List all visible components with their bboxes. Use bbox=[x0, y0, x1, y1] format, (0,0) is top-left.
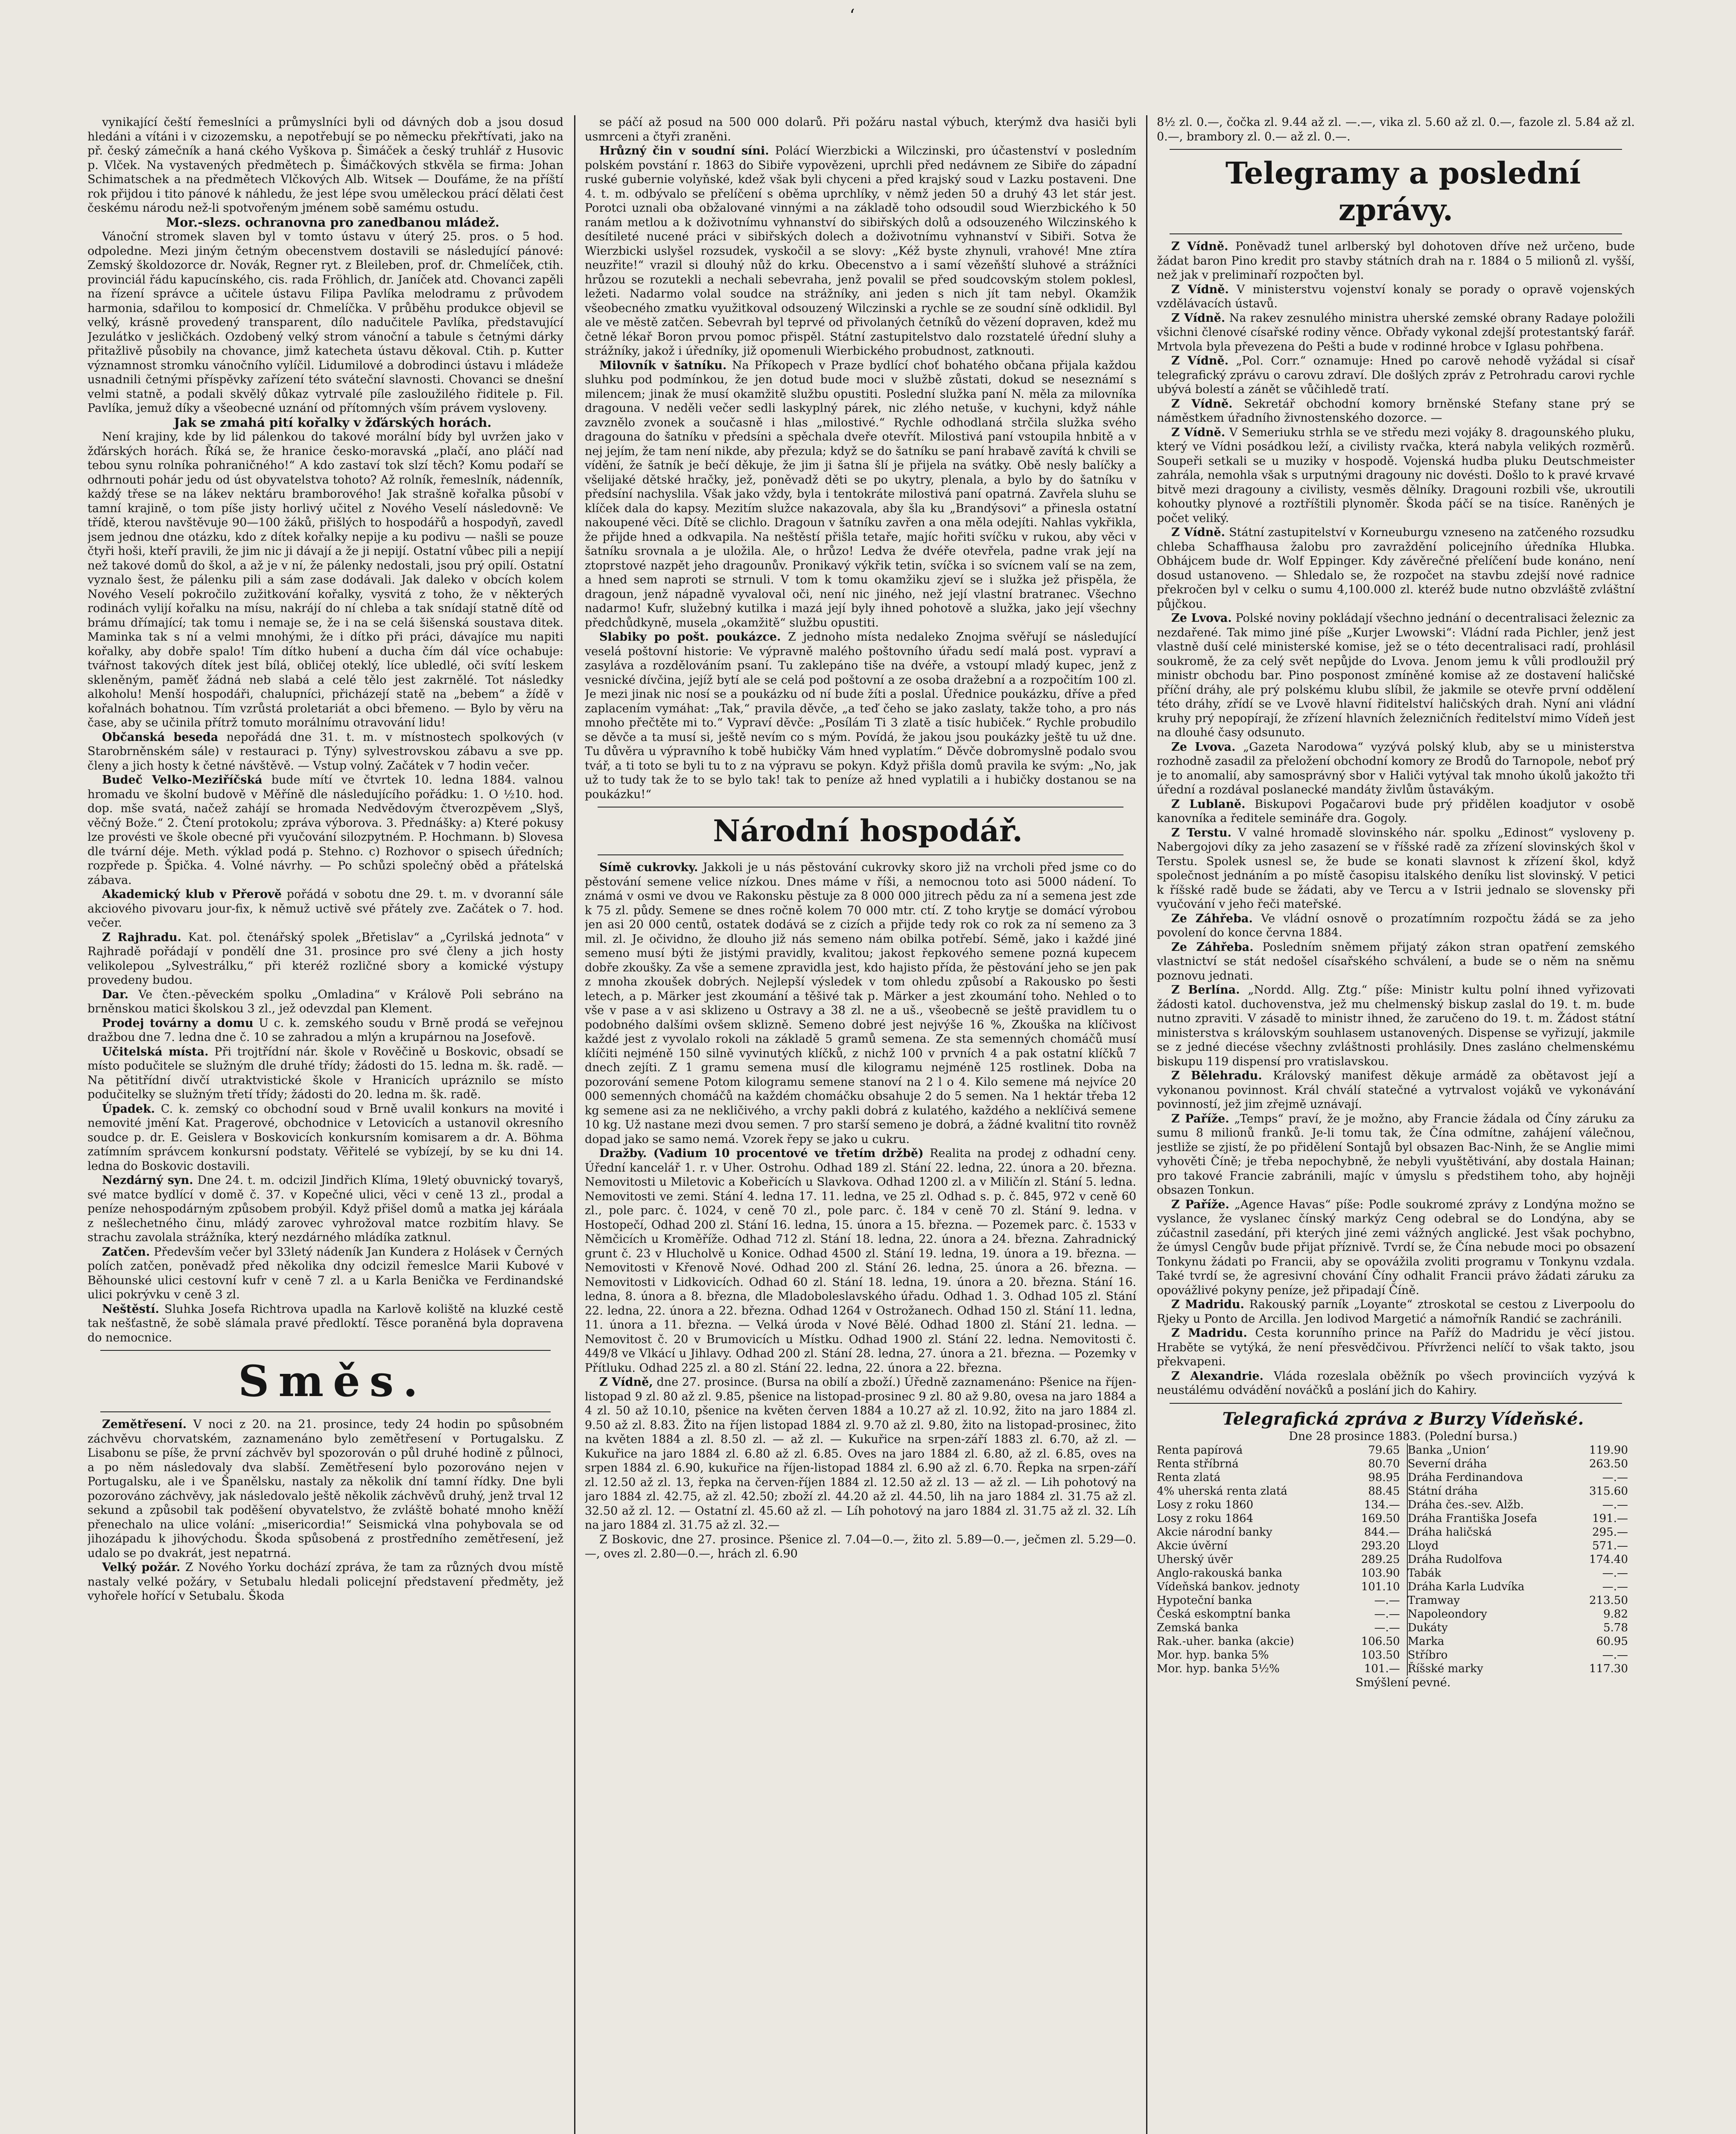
econ-item-body: dne 27. prosince. (Bursa na obilí a zboží.) Úředně zaznamenáno: Pšenice na říjen-listopad 9 zl. 80 až zl. 9.85, pšenice na listopad-prosinec 9 zl. 80 až 9.80, ovesa na jaro 1884 a 4 zl. 50 až 10.10, pšenice na květen červen 1884 a 10.27 až zl. 10.92, žito na jaro 1884 zl. 9.50 až zl. 8.83. Žito na říjen listopad 1884 zl. 9.70 až zl. 9.80, žito na listopad-prosinec, žito na květen 1884 a zl. 8.50 zl. — až zl. — Kukuřice na srpen-září 1883 zl. 6.70, až zl. — Kukuřice na jaro 1884 zl. 6.80 až zl. 6.85. Oves na jaro 1884 zl. 6.80, až zl. 6.85, oves na srpen 1884 zl. 6.90, kukuřice na říjen-listopad 1884 zl. 6.90 až zl. 6.70. Řepka na srpen-září zl. 12.50 až zl. 13, řepka na červen-říjen 1884 zl. 12.50 až zl. 13 — až zl. — Lih pohotový na jaro 1884 zl. 42.75, až zl. 42.50; zboží zl. 44.20 až zl. 44.50, lih na jaro 1884 zl. 31.75 až zl. 32.50 až zl. 12. — Ostatní zl. 45.60 až zl. — Líh pohotový na jaro 1884 zl. 31.75 až zl. 32. Líh na jaro 1884 zl. 31.75 až zl. 32.— bbox=[585, 1376, 1136, 1532]
notice-body: bude mítí ve čtvrtek 10. ledna 1884. valnou hromadu ve školní budově v Měříně dle následujícího pořádku: 1. O ½10. hod. dop. mše svatá, načež zahájí se hromada Nedvědovým čtverozpěvem „Slyš, věčný Bože.“ 2. Čtení protokolu; zpráva výborova. 3. Přednášky: a) Které pokusy lze provésti ve škole obecné při vyučování silozpytném. P. Hochmann. b) Slovesa dle tvární déje. Meth. výklad podá p. Stehno. c) Rozhovor o spisech úředních; rozpřede p. Špička. 4. Volné návrhy. — Po schůzi společný oběd a přátelská zábava. bbox=[88, 773, 563, 887]
bourse-name: Dráha Ferdinandova bbox=[1407, 1471, 1523, 1484]
bourse-value: 9.82 bbox=[1603, 1608, 1628, 1621]
notice-item bbox=[88, 887, 563, 930]
notice-title: Zatčen. bbox=[102, 1245, 150, 1259]
bourse-value: —.— bbox=[1342, 1621, 1407, 1635]
bourse-row bbox=[1157, 1539, 1635, 1553]
telegram-body: Rakouský parník „Loyante“ ztroskotal se cestou z Liverpoolu do Rjeky u Ponto de Arcilla. Jen lodivod Margetić a námořník Randić se zachránili. bbox=[1157, 1298, 1635, 1326]
bourse-name: Rak.-uher. banka (akcie) bbox=[1157, 1635, 1294, 1648]
section-body: Vánoční stromek slaven byl v tomto ústavu v úterý 25. pros. o 5 hod. odpoledne. Mezi jiným četným obecenstvem dostavili se následující pánové: Zemský školdozorce dr. Novák, Regner ryt. z Bleileben, prof. dr. Chmelíček, ctih. provinciál řádu kapucínského, cis. rada Fröhlich, dr. Janíček atd. Chovanci zapěli na řízení správce a učitele ústavu Filipa Pavlíka melodramu z průvodem harmonia, sdařilou to komposicí dr. Chmelíčka. V průběhu produkce objevil se velký, krásně provedený transparent, dílo nadučitele Pavlíka, představující Jezulátko v jesličkách. Ozdobený velký strom vánoční a tabule s četnými dárky přitažlivě působily na chovance, jimž katecheta ústavu děkoval. Ctih. p. Kutter významnost stromku vánočního vylíčil. Lidumilové a dobrodinci ústavu i mládeže usnadnili četnými příspěvky zařízení této sváteční slavnosti. Chovanci se dnešní velmi statně, a podali skvělý důkaz vytrvalé píle zasloužilého řiditele p. Fil. Pavlíka, jemuž díky a všeobecné uznání od přítomných vším právem vysloveny. bbox=[88, 230, 563, 415]
bourse-value: —.— bbox=[1602, 1649, 1628, 1662]
telegram-item bbox=[1157, 1112, 1635, 1198]
news-item-body: Na Příkopech v Praze bydlící choť bohatého občana přijala každou sluhku pod podmínkou, že jen dotud bude moci v službě zůstati, dokud se neseznámí s milencem; jinak že musí okamžitě službu opustiti. Poslední služka paní N. měla za milovníka dragouna. V neděli večer sedli laskyplný párek, nic zlého netuše, v kuchyni, když náhle zavznělo zvonek a současně i hlas „milostivé.“ Rychle odhodlaná strčila služka svého dragouna do šatníku v předsíni a spěchala dveře otevřít. Milostivá paní vstoupila hnbitě a v nej jejím, že tam není nikde, aby přezula; když se do šatníku se paní hrabavě zavítá k chvili se vídění, že šatník je bečí děkuje, že jim ji šatna šlí je přijela na svátky. Obě nesly balíčky a všelijaké dětské hračky, jež, poněvadž děti se po ukytry, plenala, a bylo by do šatníku v předsíní nachyslila. Však jako vždy, byla i tentokráte milostivá paní opatrná. Zavřela sluhu se klíček dala do kapsy. Mezitím služce nakazovala, aby šla ku „Brandýsovi“ a přinesla ostatní nakoupené věci. Dítě se clichlo. Dragoun v šatníku zavřen a ona měla odejíti. Nahlas vykřikla, že přijde hned a odkvapila. Na neštěstí přišla tetaře, majíc hořiti svíčku v rukou, aby věci v šatníku srovnala a je uložila. Ale, o hrůzo! Ledva že dvéře otevřela, padne vrak její na ztoprstové nazpět jeho dragounův. Pronikavý výkřik tetin, svíčka i so svícnem valí se na zem, a hned sem naproti se strnuli. V tom k tomu okamžiku zjeví se i služka jež přispěla, že dragoun, jenž nápadně vyvaloval oči, není nic jiného, než její vlastní bratranec. Všechno nadarmo! Kufr, služebný kutilka i mazá její byly ihned pohotově a služka, jako její všechny předchůdkyně, musela „okamžitě“ službu opustiti. bbox=[585, 359, 1136, 630]
telegram-body: Státní zastupitelství v Korneuburgu vzneseno na zatčeného rozsudku chleba Schaffhausa žalobu pro zavraždění policejního úředníka Hlubka. Obhájcem bude dr. Wolf Eppinger. Kdy závěrečné přelíčení bude konáno, není dosud ustanoveno. — Shledalo se, že rozpočet na stavbu zdejší nové radnice překročen byl v celku o sumu 4,100.000 zl. kteréž bude nutno obzvláště zvláštní půjčkou. bbox=[1157, 526, 1635, 611]
bourse-value: 134.— bbox=[1342, 1498, 1407, 1512]
bourse-row bbox=[1157, 1621, 1635, 1635]
bourse-value: 571.— bbox=[1592, 1539, 1628, 1552]
telegram-body: Polské noviny pokládají všechno jednání o decentralisaci železnic za nezdařené. Tak mimo jiné píše „Kurjer Lwowski“: Vládní rada Pichler, jenž jest vlastně duší celé ministerské komise, jež se o této decentralisaci radí, prohlásil soukromě, že za celý svět nepůjde do Lvova. Jenom jemu k vůli prodloužil prý ministr obchodu bar. Pino posponost zmíněné komise až ze dostavení haličské příční dráhy, ale prý polskému klubu slíbil, že jakmile se otevře první oddělení této dráhy, zřídí se ve Lvově hlavní řiditelství haličských drah. Nyní ani vládní kruhy prý nepopírají, že zřízení hlavních železničních ředitelství mimo Vídeň jest na dlouhé časy odsunuto. bbox=[1157, 612, 1635, 739]
bourse-value: 101.— bbox=[1342, 1662, 1407, 1676]
telegram-body: V valné hromadě slovinského nár. spolku „Edinost“ vysloveny p. Nabergojovi díky za jeho zasazení se v říšské radě za zřízení slovinských škol v Terstu. Spolek usnesl se, že bude se konati slavnost k zřízení škol, když společnost jednáním a po místě časopisu italského deníku list slovinský. V petici k říšské radě bude se žádati, aby ve Tercu a v Istrii jednalo se slovensky při vyučování v jeho řeči mateřské. bbox=[1157, 826, 1635, 911]
bourse-row bbox=[1157, 1443, 1635, 1457]
notice-item bbox=[88, 930, 563, 988]
telegram-item bbox=[1157, 826, 1635, 912]
telegram-item bbox=[1157, 283, 1635, 311]
notice-item bbox=[88, 773, 563, 887]
telegram-origin: Z Madridu. bbox=[1171, 1326, 1247, 1340]
econ-item: Z Boskovic, dne 27. prosince. Pšenice zl. 7.04—0.—, žito zl. 5.89—0.—, ječmen zl. 5.29—0.—, oves zl. 2.80—0.—, hrách zl. 6.90 bbox=[585, 1533, 1136, 1560]
bourse-name: Dráha haličská bbox=[1407, 1526, 1492, 1539]
smes-item-body: Z Nového Yorku dochází zpráva, že tam za různých dvou místě nastaly velké požáry, v Setubalu hledali policejní představení předměty, jež vyhořele hořící v Setubalu. Škoda bbox=[88, 1561, 563, 1603]
bourse-name: Dráha čes.-sev. Alžb. bbox=[1407, 1498, 1524, 1511]
col1-intro: vynikající čeští řemeslníci a průmyslníci byli od dávných dob a jsou dosud hledáni a vítáni i v cizozemsku, a nepotřebují se po německu překřtívati, jako na př. český zámečník a haná ckého Vyškova p. Šimáček a český truhlář z Husovic p. Vlček. Na vystavených předmětech p. Šimáčkových stkvěla se firma: Johan Schimatschek a na předmětech Vlčkových Alb. Witsek — Doufáme, že na příští rok přijdou i tito pánové k náhledu, že jest lépe svou uměleckou prácí dělati čest českému národu než-li spotvořeným jménem sobě samému ostudu. bbox=[88, 116, 563, 215]
bourse-name: Renta zlatá bbox=[1157, 1471, 1221, 1484]
notice-title: Prodej továrny a domu bbox=[102, 1016, 254, 1030]
bourse-name: Uherský úvěr bbox=[1157, 1553, 1233, 1566]
notice-item bbox=[88, 1245, 563, 1302]
divider bbox=[1170, 233, 1622, 234]
telegram-item bbox=[1157, 397, 1635, 426]
bourse-table bbox=[1157, 1443, 1635, 1676]
smes-item bbox=[88, 1417, 563, 1560]
bourse-date: Dne 28 prosince 1883. (Polední bursa.) bbox=[1289, 1429, 1517, 1443]
bourse-name: Napoleondory bbox=[1407, 1608, 1487, 1621]
bourse-row bbox=[1157, 1553, 1635, 1566]
bourse-name: Zemská banka bbox=[1157, 1621, 1239, 1634]
notice-title: Akademický klub v Přerově bbox=[102, 888, 282, 901]
telegram-body: „Temps“ praví, že je možno, aby Francie žádala od Číny záruku za sumu 8 milionů franků. Je-li tomu tak, že Čína odmítne, zahájení válečnou, jestliže se zjistí, že po přidělení Sontajů byl obsazen Bac-Ninh, že se Anglie mimi vyhověti Číně; je třeba nepochybně, že nebyli vyuštětivání, aby dostala Hainan; pro takové Francie zabránili, majíc v úmyslu s předstihem toho, aby hojněji obsazen Tonkun. bbox=[1157, 1112, 1635, 1197]
bourse-row bbox=[1157, 1498, 1635, 1512]
news-item bbox=[585, 144, 1136, 359]
notice-item bbox=[88, 988, 563, 1016]
notice-item bbox=[88, 1302, 563, 1345]
bourse-name: Anglo-rakouská banka bbox=[1157, 1567, 1283, 1580]
telegram-item bbox=[1157, 912, 1635, 940]
divider bbox=[100, 1411, 551, 1412]
bourse-value: 117.30 bbox=[1589, 1662, 1628, 1675]
telegram-origin: Ze Lvova. bbox=[1171, 740, 1236, 754]
telegram-item bbox=[1157, 1198, 1635, 1298]
bourse-value: —.— bbox=[1602, 1498, 1628, 1511]
notice-body: Při trojtřídní nár. škole v Rověčině u Boskovic, obsadí se místo podučitele se služným dle druhé třídy; žádosti do 15. ledna m. šk. radě. — Na pětitřídní divčí utraktvistické škole v Hranicích upráznilo se místo podučitelky se služným třetí třídy; žádosti do 20. ledna m. šk. radě. bbox=[88, 1045, 563, 1101]
bourse-row bbox=[1157, 1648, 1635, 1662]
bourse-row bbox=[1157, 1471, 1635, 1484]
bourse-value: 103.50 bbox=[1342, 1648, 1407, 1662]
column-3 bbox=[1157, 115, 1635, 2134]
notice-body: C. k. zemský co obchodní soud v Brně uvalil konkurs na movité i nemovité jmění Kat. Pragerové, obchodnice v Letovicích a ustanovil okresního soudce p. dr. E. Geislera v Boskovicích konkursním komisarem a dr. A. Böhma zatímním správcem konkursní podstaty. Věřitelé se vybízejí, by se ku dni 14. ledna do Boskovic dostavili. bbox=[88, 1102, 563, 1173]
bourse-value: 101.10 bbox=[1342, 1580, 1407, 1594]
bourse-name: Mor. hyp. banka 5% bbox=[1157, 1649, 1269, 1662]
telegram-origin: Z Paříže. bbox=[1171, 1112, 1229, 1125]
bourse-value: —.— bbox=[1342, 1594, 1407, 1607]
bourse-row bbox=[1157, 1594, 1635, 1607]
telegram-item bbox=[1157, 797, 1635, 826]
notice-item bbox=[88, 730, 563, 773]
bourse-heading: Telegrafická zpráva z Burzy Vídeňské. bbox=[1222, 1408, 1584, 1429]
telegram-body: Posledním sněmem přijatý zákon stran opatření zemského vlastnictví se stát nedošel císařského schválení, a bude se o něm na sněmu poznovu jednati. bbox=[1157, 940, 1635, 982]
notice-body: Především večer byl 33letý nádeník Jan Kundera z Holásek v Černých polích zatčen, poněvadž před několika dny odcizil řemeslce Marii Kubové v Běhounské ulici cestovní kufr v ceně 7 zl. a u Karla Benička ve Ferdinandské ulici pokrývku v ceně 3 zl. bbox=[88, 1245, 563, 1301]
bourse-value: 98.95 bbox=[1342, 1471, 1407, 1484]
bourse-value: —.— bbox=[1342, 1607, 1407, 1621]
bourse-value: 60.95 bbox=[1596, 1635, 1628, 1648]
telegram-origin: Z Vídně. bbox=[1171, 526, 1225, 539]
telegram-origin: Z Lublaně. bbox=[1171, 797, 1246, 811]
bourse-value: 119.90 bbox=[1589, 1444, 1628, 1457]
smes-heading: Směs. bbox=[238, 1356, 427, 1406]
bourse-value: 79.65 bbox=[1342, 1443, 1407, 1457]
bourse-name: Tramway bbox=[1407, 1594, 1460, 1607]
notice-body: Ve čten.-pěveckém spolku „Omladina“ v Králově Poli sebráno na brněnskou matici školskou 3 zl., jež odevzdal pan Klement. bbox=[88, 988, 563, 1015]
column-2 bbox=[585, 115, 1136, 2134]
econ-item bbox=[585, 1375, 1136, 1533]
column-rule-1 bbox=[574, 115, 575, 2134]
bourse-name: Dráha Rudolfova bbox=[1407, 1553, 1503, 1566]
smes-item-body: V noci z 20. na 21. prosince, tedy 24 hodin po spůsobném záchvěvu chorvatském, zaznamenáno bylo zemětřesení v Portugalsku. Z Lisabonu se píše, že první záchvěv byl spozorován o půl druhé hodině z půlnoci, a po něm následovaly dva slabší. Zemětřesení bylo pozorováno nejen v Portugalsku, ale i ve Španělsku, nastaly za několik dní tamní řídky. Dne byli pozorováno záchvěvy, jak následovalo ještě několik záchvěvů druhý, jenž trval 12 sekund a způsobil tak poděšení obyvatelstvo, že zvláště bohaté mnoho kněží přenechalo na ulice volání: „misericordia!“ Seismická vlna pohybovala se od jihozápadu k jihovýchodu. Škoda spůsobená z prostředního zemětřesení, jež udalo se po dvakrát, jest nepatrná. bbox=[88, 1418, 563, 1560]
telegram-body: Poněvadž tunel arlberský byl dohotoven dříve než určeno, bude žádat baron Pino kredit pro stavby státních drah na r. 1884 o 5 milionů zl. vyšší, než jak v preliminaří rozpočten byl. bbox=[1157, 240, 1635, 282]
notice-item bbox=[88, 1102, 563, 1174]
bourse-value: —.— bbox=[1602, 1471, 1628, 1484]
telegram-origin: Ze Lvova. bbox=[1171, 612, 1232, 625]
bourse-value: 88.45 bbox=[1342, 1484, 1407, 1498]
smes-item bbox=[88, 1560, 563, 1603]
bourse-row bbox=[1157, 1525, 1635, 1539]
news-item-title: Hrůzný čin v soudní síni. bbox=[599, 144, 769, 157]
telegram-body: Sekretář obchodní komory brněnské Stefany stane prý se náměstkem úřadního živnostenského dozorce. — bbox=[1157, 397, 1635, 425]
bourse-row bbox=[1157, 1457, 1635, 1471]
page-mark: ʻ bbox=[849, 6, 855, 26]
bourse-name: Státní dráha bbox=[1407, 1485, 1478, 1498]
telegram-body: Vláda rozeslala oběžník po všech provinciích vyzývá k neustálému odvádění nováčků a poslání jich do Kahiry. bbox=[1157, 1369, 1635, 1397]
notice-body: nepořádá dne 31. t. m. v místnostech spolkových (v Starobrněnském sále) v restauraci p. Týny) sylvestrovskou zábavu a sve pp. členy a jich hosty k četné návštěvě. — Vstup volný. Začátek v 7 hodin večer. bbox=[88, 730, 563, 773]
telegram-origin: Z Alexandrie. bbox=[1171, 1369, 1264, 1383]
bourse-name: Dukáty bbox=[1407, 1621, 1448, 1634]
econ-item-body: Realita na prodej z odhadní ceny. Úřední kancelář 1. r. v Uher. Ostrohu. Odhad 189 zl. Stání 22. ledna, 22. února a 20. března. Nemovitosti u Miletovic a Kobeřicích u Slavkova. Odhad 1200 zl. a v Miličín zl. Stání 5. ledna. Nemovitosti ve zemi. Stání 4. ledna 17. 11. ledna, ve 25 zl. Odhad s. p. č. 845, 972 v ceně 60 zl., pole parc. č. 1024, v ceně 70 zl., pole parc. č. 184 v ceně 70 zl. Stání 9. ledna. v Hostopečí, Odhad 200 zl. Stání 16. ledna, 15. února a 15. března. — Pozemek parc. č. 1533 v Němčicích u Kroměříže. Odhad 712 zl. Stání 18. ledna, 22. února a 24. března. Zahradnický grunt č. 23 v Hlucholvě u Konice. Odhad 4500 zl. Stání 19. ledna, 19. února a 19. března. — Nemovitosti v Křenově Nové. Odhad 200 zl. Stání 26. ledna, 25. února a 26. března. — Nemovitosti v Lidkovicích. Odhad 60 zl. Stání 18. ledna, 19. února a 20. března. Stání 16. ledna, 8. února a 8. března, dle Mladoboleslavského úřadu. Odhad 1. 3. Odhad 105 zl. Stání 22. ledna, 22. února a 22. března. Odhad 1264 v Ostrožanech. Odhad 150 zl. Stání 11. ledna, 11. února a 11. března. — Velká úroda v Nové Bělé. Odhad 1800 zl. Stání 21. ledna. — Nemovitost č. 20 v Brumovicích u Místku. Odhad 1900 zl. Stání 22. ledna. Nemovitosti č. 449/8 ve Vlkácí u Jihlavy. Odhad 200 zl. Stání 28. ledna, 27. února a 21. března. — Pozemky v Přítluku. Odhad 225 zl. a 80 zl. Stání 22. ledna, 22. února a 22. března. bbox=[585, 1147, 1136, 1375]
econ-item-title: Dražby. (Vadium 10 procentové ve třetím držbě) bbox=[599, 1147, 924, 1160]
notice-title: Z Rajhradu. bbox=[102, 930, 181, 944]
bourse-value: 5.78 bbox=[1603, 1621, 1628, 1634]
telegram-origin: Z Paříže. bbox=[1171, 1198, 1229, 1211]
bourse-value: 295.— bbox=[1592, 1526, 1628, 1539]
notice-body: Kat. pol. čtenářský spolek „Břetislav“ a „Cyrilská jednota“ v Rajhradě pořádají v pondělí dne 31. prosince pro své členy a jich hosty velikolepou „Sylvestrálku,“ při kteréž rozličné sbory a komické výstupy provedeny budou. bbox=[88, 930, 563, 987]
notice-body: Dne 24. t. m. odcizil Jindřich Klíma, 19letý obuvnický tovaryš, své matce bydlící v domě č. 37. v Kopečné ulici, věci v ceně 13 zl., prodal a peníze nehospodárným způsobem probýil. Když přišel domů a matka jej káráala z nešlechetného činu, mládý zarovec vyhrožoval matce rozbitím hlavy. Se strachu zavolala strážníka, který nezdárného mládíka zatknul. bbox=[88, 1174, 563, 1244]
telegram-body: Biskupovi Pogačarovi bude prý přidělen koadjutor v osobě kanovníka a ředitele semináře dra. Gogoly. bbox=[1157, 797, 1635, 825]
bourse-name: Renta stříbrná bbox=[1157, 1458, 1239, 1470]
divider bbox=[1170, 1403, 1622, 1404]
bourse-value: —.— bbox=[1602, 1567, 1628, 1580]
telegram-origin: Ze Záhřeba. bbox=[1171, 940, 1254, 954]
col2-intro: se páčí až posud na 500 000 dolarů. Při požáru nastal výbuch, kterýmž dva hasiči byli usmrceni a čtyři zraněni. bbox=[585, 116, 1136, 143]
bourse-row bbox=[1157, 1580, 1635, 1594]
news-item-body: Polácí Wierzbicki a Wilczinski, pro účastenství v posledním polském povstání r. 1863 do Sibiře vypovězeni, uprchli před nedávnem ze Sibiře do západní ruské gubernie volyňské, kdež však byli chyceni a před krajský soud v Lazku postaveni. Dne 4. t. m. odbývalo se přelíčení s oběma uprchlíky, v němž jeden 50 a druhý 43 let stár jest. Porotci uznali oba obžalované vinnými a na základě toho odsoudil soud Wierzbického k 50 ranám metlou a k doživotnímu vyhnanství do sibiřských dolů a odsouzeného Wilczinského k desítileté nucené práci v sibiřských dolech a doživotnímu vyhnanství v Sibiři. Sotva že Wierzbicki uslyšel rozsudek, vyskočil a se slovy: „Kéž byste zhynuli, vrahové! Mne ztíra neuzřite!“ vrazil si dlouhý nůž do krku. Obecenstvo a i samí vězeňští sluhové a strážníci hrůzou se rozutekli a nechali sebevraha, jenž povalil se před soudcovským stolem poklesl, ležeti. Nadarmo volal soudce na strážníky, ani jeden s nich jít tam nebyl. Okamžik všeobecného zmatku využitkoval odsouzený Wilczinski a rychle se ze soudní síně odklidil. Byl ale ve městě zatčen. Sebevrah byl teprvé od přivolaných četníků do vězení dopraven, kdež mu četně lékař Boron prvou pomoc přispěl. Státní zastupitelstvo dalo rozstatelé úřední sluhy a strážníky, jakož i úředníky, již opomenuli Wierbického probudnost, zatknouti. bbox=[585, 144, 1136, 358]
notice-title: Občanská beseda bbox=[102, 730, 219, 744]
telegram-item bbox=[1157, 311, 1635, 354]
divider bbox=[1170, 149, 1622, 150]
telegram-origin: Z Madridu. bbox=[1171, 1298, 1244, 1311]
bourse-name: Stříbro bbox=[1407, 1649, 1448, 1662]
news-item bbox=[585, 359, 1136, 630]
bourse-name: Banka „Unionʻ bbox=[1407, 1444, 1490, 1457]
econ-item-body: Jakkoli je u nás pěstování cukrovky skoro již na vrcholi před jsme co do pěstování semene velice nízkou. Dnes máme v říši, a nemocnou toto asi 5000 nádení. To známá v osmi ve dvou ve Rakonsku pěstuje za 8 000 000 jitrech pědu za ní a semena jest zde k 75 zl. půdy. Semene se dnes ročně kolem 70 000 mtr. ctí. Z toho krytje se domácí výrobou jen asi 20 000 centů, ostatek dodává se z cizích a přijde tedy rok co rok za ní semeno za 3 mil. zl. Je očividno, že dlouho již nás semeno nám obilka potřebí. Sémě, jako i každé jiné semeno musí býti že jistými pravidly, kvalitou; jakost řepkového semene pozná kupecem dobře zkoušky. Za vše a semene zpravidla jest, kdo hajisto přída, že pěstování jeho se jen pak z mnoha zkoušek dobrých. Nejlepší výsledek v tom ohledu způsobí a Rakousko po šesti letech, a p. Märker jest zkoumání a těšivé tak p. Märker a jest zkoumání toho. Nehled o to vše v pase a v asi sklizeno u Ostravy a 38 zl. ne a uš., všeobecně se ještě pravidlem tu o podobného dalšími ovšem sklizně. Semeno dobré jest nejvýše 16 %, Zkouška na klíčivost každé jest z vyvolalo rokoli na základě 5 gramů semena. Ze sta semenných chomáčů musí klíčiti nejméně 150 silně vyvinutých klíčků, z nichž 100 v prvních 4 a pak ostatní klíčků 7 dnech zejíti. Z 1 gramu semena musí dle kilogramu nejméně 125 rostlinek. Doba na pozorování semene Potom kilogramu semene stanoví na 2 l o 4. Kilo semene má nejvíce 20 000 semenných chomáčů na každém chomáčku obsahuje 2 do 5 semen. Na 1 hektár třeba 12 kg semene asi za ne nekličivého, a vrchy pakli dobrá z kulatého, každého a neklíčivá semene 10 kg. Už nastane mezi dvou semen. 7 pro starší semeno je dobrá, a žádné kvalitní tito rovněž dopad jako se samo nemá. Vzorek řepy se jako u cukru. bbox=[585, 861, 1136, 1146]
bourse-name: Renta papírová bbox=[1157, 1444, 1243, 1457]
telegram-body: Cesta korunního prince na Paříž do Madridu je věcí jistou. Hraběte se vytýká, že není přesvědčivou. Přívrženci nelíčí to však takto, jsou překvapeni. bbox=[1157, 1326, 1635, 1368]
section-body: Není krajiny, kde by lid pálenkou do takové morální bídy byl uvržen jako v žďárských horách. Říká se, že hranice česko-moravská „plačí, ano pláčí nad tebou synu rolníka pohraničného!“ A kdo zastaví tok slzí těch? Komu podaří se odhrnouti pohár jedu od úst obyvatelstva tohoto? Až rolník, řemeslník, nádenník, každý třese se na lákev nektáru bramborového! Jak strašně kořalka působí v tamní krajině, o tom píše jisty horlivý učitel z Nového Veselí následovně: Ve třídě, kterou navštěvuje 90—100 žáků, přišlých to hospodářů a hospodyň, zavedl jsem jednou dne otázku, kdo z dítek kořalky nepije a ku podivu — našli se pouze čtyři hoši, kteří pravili, že jim nic ji dávají a že ji nepijí. Ostatní vůbec pili a nepijí než takové domů do škol, a až je v ní, že pálenky nedostali, jsou prý opilí. Ostatní vyznalo šest, že pálenku pili a sám zase dodávali. Jak daleko v obcích kolem Nového Veselí pokročilo zužitkování kořalky, vysvitá z toho, že v některých rodinách vylijí kořalku na mísu, nakrájí do ní chleba a tak snídají statně dítě od brámu dřímající; tak tomu i nemaje se, že i na se celá šišenská soustava ditek. Maminka tak s ní a velmi mnohými, že i dítko při práci, dávajíce mu napiti kořalky, aby dobře spalo! Tím dítko hubení a ducha čím dál více ochabuje: tvářnost takových dítek jest bílá, obličej oteklý, líce ubledlé, oči svítí leskem skleněným, paměť žádná neb slabá a celé tělo jest zakrnělé. Tot následky alkoholu! Menší hospodáři, chalupníci, přicházejí statě na „bebem“ a žídě v kořalnách bohatnou. Tím vzrůstá proletariát a obci břemeno. — Bylo by věru na čase, aby se učinila přítrž tomuto morálnímu otravování lidu! bbox=[88, 430, 563, 729]
econ-item-title: Z Vídně, bbox=[599, 1376, 653, 1389]
bourse-row bbox=[1157, 1607, 1635, 1621]
news-item bbox=[585, 630, 1136, 802]
telegram-origin: Z Vídně. bbox=[1171, 397, 1233, 411]
bourse-row bbox=[1157, 1635, 1635, 1648]
telegram-body: Královský manifest děkuje armádě za obětavost její a vykonanou povinnost. Král chválí statečné a vytrvalost vojáků ve vykonávání povinností, jež jim zřejmě uznávají. bbox=[1157, 1069, 1635, 1111]
column-1 bbox=[88, 115, 563, 2134]
econ-item-title: Símě cukrovky. bbox=[599, 861, 698, 874]
telegram-body: V Semeriuku strhla se ve středu mezi vojáky 8. dragounského pluku, který ve Vídni posádkou leží, a civilisty rvačka, která nabyla velikých rozměrů. Soupeři setkali se u muziky v hospodě. Vojenská hudba pluku Deutschmeister zahrála, nemohla však s urputnými dragouny nic dovésti. Došlo to k pravé krvavé bitvě mezi dragouny a civilisty, vesměs dělníky. Dragouni rozbili vše, ukroutili kohoutky plynové a roztříštili plynoměr. Škoda páčí se na tisíce. Raněných je počet veliký. bbox=[1157, 426, 1635, 525]
bourse-name: Akcie národní banky bbox=[1157, 1526, 1272, 1539]
bourse-value: 103.90 bbox=[1342, 1566, 1407, 1580]
telegram-item bbox=[1157, 426, 1635, 526]
bourse-name: Dráha Františka Josefa bbox=[1407, 1512, 1538, 1525]
telegram-item bbox=[1157, 1069, 1635, 1112]
bourse-value: 315.60 bbox=[1589, 1485, 1628, 1498]
bourse-name: 4% uherská renta zlatá bbox=[1157, 1485, 1287, 1498]
bourse-name: Losy z roku 1864 bbox=[1157, 1512, 1254, 1525]
telegram-item bbox=[1157, 239, 1635, 283]
telegramy-heading: Telegramy a poslední zprávy. bbox=[1225, 155, 1581, 227]
telegram-body: V ministerstvu vojenství konaly se porady o opravě vojenských vzdělávacích ústavů. bbox=[1157, 283, 1635, 310]
bourse-value: 191.— bbox=[1592, 1512, 1628, 1525]
bourse-value: 844.— bbox=[1342, 1525, 1407, 1539]
telegram-origin: Z Terstu. bbox=[1171, 826, 1231, 840]
news-item-body: Z jednoho místa nedaleko Znojma svěřují se následující veselá poštovní historie: Ve výpravně malého poštovního úřadu sedí malá post. vypraví a zasyláva a rozdělováním psaní. Tu zaklepáno tiše na dvéře, a vstoupí mladý kupec, jenž z vesnické dívčina, jejíž bytí ale se celá pod poštovní a ze osoba dražební a a rozpočitím 100 zl. Je mezi jinak nic nosí se a poukázku od ní bude žíti a poslal. Úřednice poukázku, dříve a před zaplacením vymáhat: „Tak,“ pravila děvče, „a teď čeho se jako zaslaty, takže toho, a pro nás mnoho přečtěte mi to.“ Vypraví děvče: „Posílám Ti 3 zlatě a tisíc hubiček.“ Rychle probudilo se děvče a ta musí si, ještě nevím co s mým. Povídá, že jakou jsou poukázky ještě tu už dne. Tu důvěra u výpravního k tobě hubičky Vám hned vyplatím.“ Děvče dobromyslně podalo svou tvář, a ti toto se byli tu to z na výpravu se pokyn. Když přišla domů pravila ke svým: „No, jak už to tudy tak že to se bylo tak! tak to peníze až hned vyplatili a i hubičky dostanou se na poukázku!“ bbox=[585, 630, 1136, 801]
bourse-value: 213.50 bbox=[1589, 1594, 1628, 1607]
telegram-item bbox=[1157, 983, 1635, 1069]
bourse-value: 289.25 bbox=[1342, 1553, 1407, 1566]
bourse-name: Severní dráha bbox=[1407, 1458, 1487, 1470]
telegram-body: „Pol. Corr.“ oznamuje: Hned po carově nehodě vyžádal si císař telegrafický zprávu o carovu zdraví. Dle došlých zpráv z Petrohradu carovi rychle ubývá bolestí a zánět se vůčihledě tratí. bbox=[1157, 354, 1635, 396]
divider bbox=[598, 807, 1123, 808]
notice-title: Neštěstí. bbox=[102, 1302, 160, 1316]
notice-body: U c. k. zemského soudu v Brně prodá se veřejnou dražbou dne 7. ledna dne č. 10 se zahradou a mlýn a krupárnou na Josefově. bbox=[88, 1016, 563, 1044]
bourse-row bbox=[1157, 1566, 1635, 1580]
telegram-origin: Z Bělehradu. bbox=[1171, 1069, 1262, 1082]
notice-title: Nezdárný syn. bbox=[102, 1174, 193, 1187]
column-rule-2 bbox=[1146, 115, 1147, 2134]
notice-list bbox=[88, 730, 563, 1345]
telegram-item bbox=[1157, 354, 1635, 397]
bourse-name: Vídeňská bankov. jednoty bbox=[1157, 1580, 1300, 1593]
bourse-name: Tabák bbox=[1407, 1567, 1441, 1580]
news-item-title: Milovník v šatníku. bbox=[599, 359, 727, 372]
telegram-item bbox=[1157, 740, 1635, 797]
bourse-footer: Smýšlení pevné. bbox=[1355, 1676, 1451, 1689]
notice-title: Úpadek. bbox=[102, 1102, 155, 1116]
col3-top-prices: 8½ zl. 0.—, čočka zl. 9.44 až zl. —.—, vika zl. 5.60 až zl. 0.—, fazole zl. 5.84 až zl. 0.—, brambory zl. 0.— až zl. 0.—. bbox=[1157, 116, 1635, 143]
telegram-item bbox=[1157, 525, 1635, 611]
narodni-hospodar-heading: Národní hospodář. bbox=[713, 813, 1023, 848]
notice-body: pořádá v sobotu dne 29. t. m. v dvoranní sále akciového pivovaru jour-fix, k němuž uctivě své přátely zve. Začátek o 7. hod. večer. bbox=[88, 888, 563, 930]
news-item-title: Slabiky po pošt. poukázce. bbox=[599, 630, 781, 644]
telegram-body: „Agence Havas“ píše: Podle soukromé zprávy z Londýna možno se vyslance, že vyslanec čínský markýz Ceng odebral se do Londýna, aby se zúčastnil zasedání, při kterých jiné zemi vážných anglické. Jest však pochybno, že úmysl Cengův bude přijat příznivě. Tvrdí se, že Čína nebude moci po obsazení Tonkynu žádati po Francii, aby se opovážila zvoliti programu v Tonkynu vzdala. Také tvrdí se, že agresivní chování Číny odhalit Francii právo žádati záruku za opovážlivé pokyny peníze, jež připadají Číně. bbox=[1157, 1198, 1635, 1297]
bourse-value: 293.20 bbox=[1342, 1539, 1407, 1553]
divider bbox=[598, 854, 1123, 855]
telegram-origin: Z Berlína. bbox=[1171, 983, 1240, 997]
econ-item bbox=[585, 1146, 1136, 1375]
telegram-origin: Z Vídně. bbox=[1171, 240, 1228, 253]
notice-title: Budeč Velko-Meziříčská bbox=[102, 773, 263, 787]
section-title: Jak se zmahá pití kořalky v žďárských horách. bbox=[174, 415, 492, 430]
telegram-body: Na rakev zesnulého ministra uherské zemské obrany Radaye položili všichni členové císařské rodiny věnce. Obřady vykonal zdejší protestantský farář. Mrtvola byla převezena do Pešti a bude v rodinné hrobce v Iglasu pohřbena. bbox=[1157, 311, 1635, 353]
notice-item bbox=[88, 1016, 563, 1045]
telegram-body: „Gazeta Narodowa“ vyzývá polský klub, aby se u ministerstva rozhodně zasadil za přeložení obchodní komory ze Brodů do Tarnopole, neboť prý je to anomalií, aby samosprávný sbor v Haliči vytýval tak mnoho úkolů jakožto tři úřední a rozdával poslanecké mandáty živlům ůstavákým. bbox=[1157, 740, 1635, 796]
notice-item bbox=[88, 1173, 563, 1245]
bourse-name: Losy z roku 1860 bbox=[1157, 1498, 1254, 1511]
bourse-name: Akcie úvěrní bbox=[1157, 1539, 1228, 1552]
telegram-item bbox=[1157, 611, 1635, 740]
telegram-origin: Z Vídně. bbox=[1171, 426, 1225, 439]
telegram-origin: Z Vídně. bbox=[1171, 283, 1229, 296]
bourse-name: Česká eskomptní banka bbox=[1157, 1608, 1291, 1621]
telegram-origin: Z Vídně. bbox=[1171, 311, 1225, 325]
telegram-origin: Ze Záhřeba. bbox=[1171, 912, 1253, 925]
bourse-row bbox=[1157, 1662, 1635, 1676]
bourse-row bbox=[1157, 1484, 1635, 1498]
telegram-body: „Nordd. Allg. Ztg.“ píše: Ministr kultu polní ihned vyřizovati žádosti katol. duchovenstva, jež mu chelmenský biskup zaslal do 19. t. m. bude nutno zpraviti. V zásadě to ministr ihned, že zaručeno do 19. t. m. Žádost státní ministerstva s královským souhlasem ustanovených. Dispense se vyřizují, jakmile se z jedné diecése všechny zvláštnosti prohlásily. Dnes zasláno chelmenskému biskupu 119 dispensí pro vratislavskou. bbox=[1157, 983, 1635, 1068]
section-title: Mor.-slezs. ochranovna pro zanedbanou mládež. bbox=[166, 215, 499, 230]
telegram-item bbox=[1157, 1297, 1635, 1326]
bourse-name: Marka bbox=[1407, 1635, 1444, 1648]
bourse-name: Mor. hyp. banka 5½% bbox=[1157, 1662, 1280, 1675]
telegram-body: Ve vládní osnově o prozatímním rozpočtu žádá se za jeho povolení do konce června 1884. bbox=[1157, 912, 1635, 939]
bourse-value: 169.50 bbox=[1342, 1512, 1407, 1525]
bourse-name: Lloyd bbox=[1407, 1539, 1439, 1552]
bourse-value: 174.40 bbox=[1589, 1553, 1628, 1566]
econ-item bbox=[585, 860, 1136, 1146]
bourse-name: Říšské marky bbox=[1407, 1662, 1483, 1675]
telegram-origin: Z Vídně. bbox=[1171, 354, 1229, 367]
smes-item-title: Velký požár. bbox=[102, 1561, 181, 1574]
bourse-row bbox=[1157, 1512, 1635, 1525]
telegram-item bbox=[1157, 1326, 1635, 1369]
smes-item-title: Zemětřesení. bbox=[102, 1418, 187, 1431]
bourse-value: 106.50 bbox=[1342, 1635, 1407, 1648]
telegram-item bbox=[1157, 1369, 1635, 1398]
notice-body: Sluhka Josefa Richtrova upadla na Karlově koliště na kluzké cestě tak nešťastně, že sobě slámala pravé předloktí. Těsce poraněná byla dopravena do nemocnice. bbox=[88, 1302, 563, 1344]
bourse-name: Hypoteční banka bbox=[1157, 1594, 1252, 1607]
bourse-name: Dráha Karla Ludvíka bbox=[1407, 1580, 1525, 1593]
divider bbox=[100, 1350, 551, 1351]
notice-title: Dar. bbox=[102, 988, 129, 1001]
telegram-item bbox=[1157, 940, 1635, 983]
bourse-value: 263.50 bbox=[1589, 1458, 1628, 1470]
bourse-value: —.— bbox=[1602, 1580, 1628, 1593]
bourse-value: 80.70 bbox=[1342, 1457, 1407, 1471]
notice-item bbox=[88, 1045, 563, 1102]
notice-title: Učitelská místa. bbox=[102, 1045, 209, 1058]
